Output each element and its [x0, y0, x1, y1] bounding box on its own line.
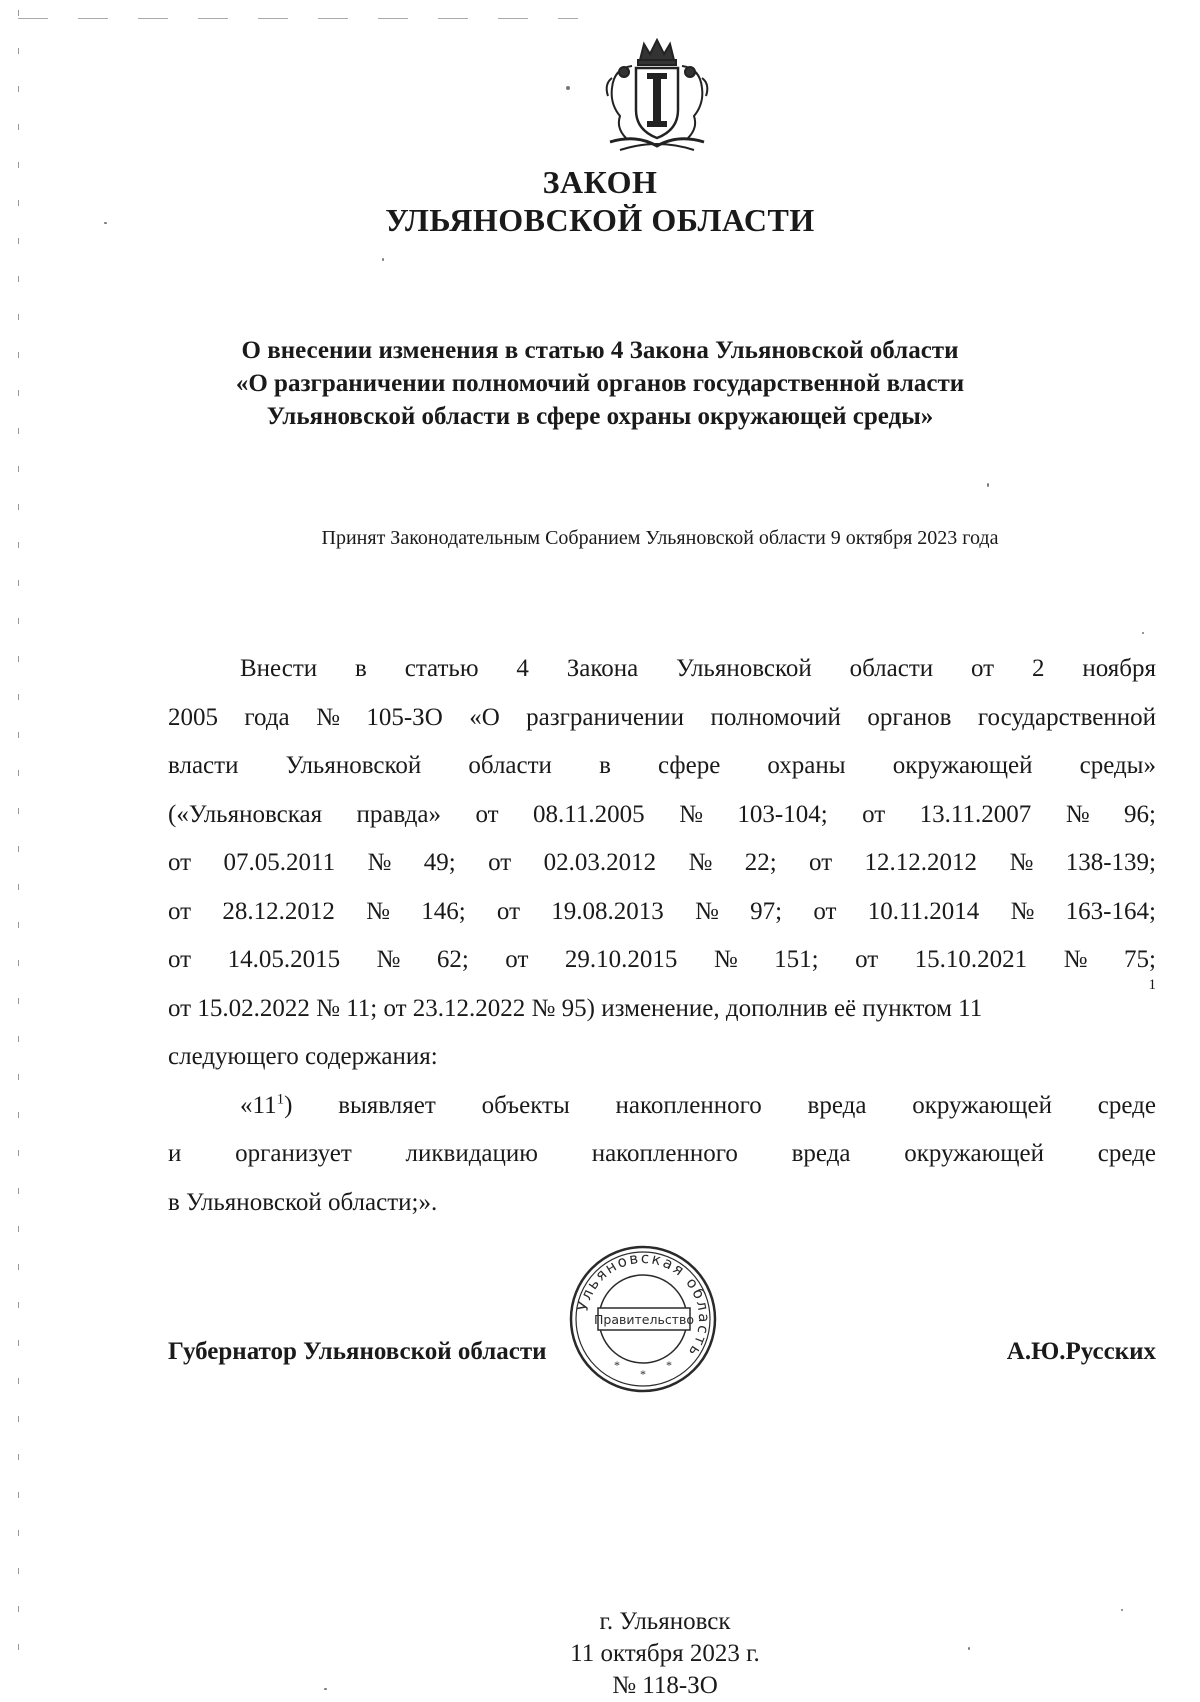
body-word: от: [855, 946, 879, 973]
body-line: [168, 1033, 1156, 1082]
law-title-line1: ЗАКОН: [542, 164, 658, 200]
footer-date: 11 октября 2023 г.: [570, 1640, 760, 1667]
body-line: [168, 694, 1156, 743]
signatory-name: А.Ю.Русских: [1006, 1338, 1156, 1365]
body-word: власти: [168, 752, 239, 779]
body-word: 02.03.2012: [543, 849, 657, 876]
point-number: «$11^1$): [240, 1091, 293, 1119]
law-subject: [0, 334, 1200, 433]
body-word: №: [1065, 800, 1090, 828]
body-word: 12.12.2012: [864, 849, 978, 876]
subject-line2: «О разграничении полномочий органов государственной власти: [235, 370, 965, 397]
body-word: №: [713, 946, 738, 973]
body-line: [168, 742, 1156, 791]
body-word: от: [971, 655, 995, 682]
body-word: сфере: [658, 752, 721, 779]
body-word: вреда: [791, 1140, 851, 1167]
coat-of-arms-emblem: [596, 38, 718, 156]
body-word: органов: [867, 703, 952, 731]
body-word: «О: [469, 703, 500, 731]
body-word: 105-ЗО: [366, 703, 443, 731]
body-line: [168, 1082, 1156, 1131]
body-word: 2: [1031, 655, 1045, 682]
body-word: №: [316, 703, 340, 731]
body-line: [168, 1130, 1156, 1179]
body-word: 14.05.2015: [227, 946, 341, 973]
body-word: среде: [1097, 1140, 1156, 1167]
body-word: №: [695, 897, 719, 925]
body-word: 07.05.2011: [223, 849, 336, 876]
body-word: 75;: [1123, 946, 1156, 973]
body-word: 28.12.2012: [222, 897, 335, 925]
svg-text:*: *: [614, 1358, 620, 1372]
body-word: №: [1010, 897, 1035, 925]
body-word: №: [366, 897, 390, 925]
body-word: накопленного: [615, 1091, 762, 1119]
subject-line3: Ульяновской области в сфере охраны окружающей среды»: [266, 403, 934, 430]
body-word: государственной: [977, 703, 1156, 731]
body-word: объекты: [481, 1091, 570, 1119]
body-word: полномочий: [710, 703, 841, 731]
body-word: области: [849, 655, 934, 682]
body-word: №: [367, 849, 392, 876]
body-line: [168, 888, 1156, 937]
body-word: 10.11.2014: [867, 897, 980, 925]
body-word: 103-104;: [737, 800, 828, 828]
body-word: 4: [516, 655, 529, 682]
body-line: [168, 839, 1156, 888]
body-word: Ульяновской: [676, 655, 812, 682]
body-word: 49;: [423, 849, 456, 876]
body-line: [168, 645, 1156, 694]
scan-speck: [1121, 1609, 1123, 1611]
body-word: от: [809, 849, 833, 876]
body-word: в: [355, 655, 367, 682]
footer-city: г. Ульяновск: [599, 1608, 731, 1635]
body-word: №: [1063, 946, 1088, 973]
body-line: [168, 1179, 1156, 1228]
body-word: 96;: [1124, 800, 1156, 828]
body-word: правда»: [356, 800, 442, 828]
signatory-position: Губернатор Ульяновской области: [168, 1338, 547, 1365]
body-word: Ульяновской: [285, 752, 422, 779]
law-title-line2: УЛЬЯНОВСКОЙ ОБЛАСТИ: [385, 202, 815, 238]
body-word: от: [168, 946, 192, 973]
body-line8-text: от 15.02.2022 № 11; от 23.12.2022 № 95) изменение, дополнив её пунктом 11: [168, 994, 983, 1022]
svg-text:Ульяновская область: Ульяновская область: [573, 1248, 714, 1362]
body-word: окружающей: [904, 1140, 1045, 1167]
body-word: ликвидацию: [405, 1140, 538, 1167]
law-body: [168, 645, 1156, 1227]
body-line9: следующего содержания:: [168, 1043, 438, 1070]
body-word: от: [496, 897, 521, 925]
body-word: от: [505, 946, 529, 973]
body-word: организует: [235, 1140, 352, 1167]
body-word: в: [599, 752, 611, 779]
body-line-final: в Ульяновской области;».: [168, 1188, 438, 1216]
body-word: №: [1009, 849, 1034, 876]
body-word: №: [688, 849, 713, 876]
body-word: от: [168, 849, 192, 876]
footer-number: № 118-ЗО: [612, 1672, 718, 1699]
svg-text:*: *: [666, 1358, 672, 1372]
body-word: года: [244, 703, 290, 731]
body-word: 2005: [168, 703, 218, 731]
scan-speck: [1142, 632, 1144, 634]
body-word: Закона: [566, 655, 639, 682]
body-line: [168, 936, 1156, 985]
body-word: 29.10.2015: [564, 946, 678, 973]
body-word: 151;: [774, 946, 819, 973]
body-line: [168, 976, 1156, 1034]
body-word: окружающей: [892, 752, 1033, 779]
subject-line1: О внесении изменения в статью 4 Закона Ульяновской области: [241, 337, 959, 364]
svg-text:*: *: [640, 1367, 646, 1381]
scan-speck: [566, 86, 570, 90]
body-word: №: [376, 946, 401, 973]
body-word: ноября: [1082, 655, 1156, 682]
scan-speck: [104, 222, 107, 224]
body-word: 22;: [744, 849, 777, 876]
body-word: 13.11.2007: [919, 800, 1032, 828]
body-word: от: [475, 800, 499, 828]
body-word: («Ульяновская: [168, 800, 323, 828]
body-word: 146;: [421, 897, 466, 925]
body-word: №: [679, 800, 703, 828]
body-word: 19.08.2013: [551, 897, 664, 925]
official-seal: [568, 1244, 718, 1394]
scan-speck: [987, 483, 989, 487]
scan-speck: [324, 1688, 327, 1690]
document-footer: [0, 1606, 1200, 1702]
body-word: 15.10.2021: [914, 946, 1028, 973]
body-word: выявляет: [338, 1091, 436, 1119]
body-word: накопленного: [591, 1140, 738, 1167]
body-word: среды»: [1079, 752, 1156, 779]
body-word: 62;: [436, 946, 469, 973]
body-word: среде: [1097, 1091, 1156, 1119]
body-word: охраны: [767, 752, 846, 779]
body-word: 97;: [750, 897, 783, 925]
svg-text:Правительство: Правительство: [594, 1312, 694, 1327]
body-word: вреда: [807, 1091, 867, 1119]
scan-speck: [382, 258, 384, 261]
scan-edge-left: [18, 10, 19, 1680]
body-word: Внести: [240, 655, 318, 682]
scan-edge-top: [18, 18, 578, 19]
body-word: 163-164;: [1065, 897, 1156, 925]
body-word: от: [862, 800, 886, 828]
body-line: [168, 791, 1156, 840]
body-word: от: [168, 897, 192, 925]
body-word: от: [813, 897, 837, 925]
scan-speck: [968, 1647, 970, 1650]
body-word: 08.11.2005: [533, 800, 645, 828]
body-line8-sup: 1: [1148, 976, 1156, 993]
body-word: 138-139;: [1065, 849, 1156, 876]
body-word: окружающей: [912, 1091, 1052, 1119]
body-word: статью: [404, 655, 479, 682]
body-word: разграничении: [526, 703, 685, 731]
law-title: [0, 163, 1200, 239]
body-word: области: [468, 752, 552, 779]
body-word: от: [488, 849, 512, 876]
body-word: и: [168, 1140, 182, 1167]
adoption-note: Принят Законодательным Собранием Ульяновской области 9 октября 2023 года: [321, 527, 999, 549]
